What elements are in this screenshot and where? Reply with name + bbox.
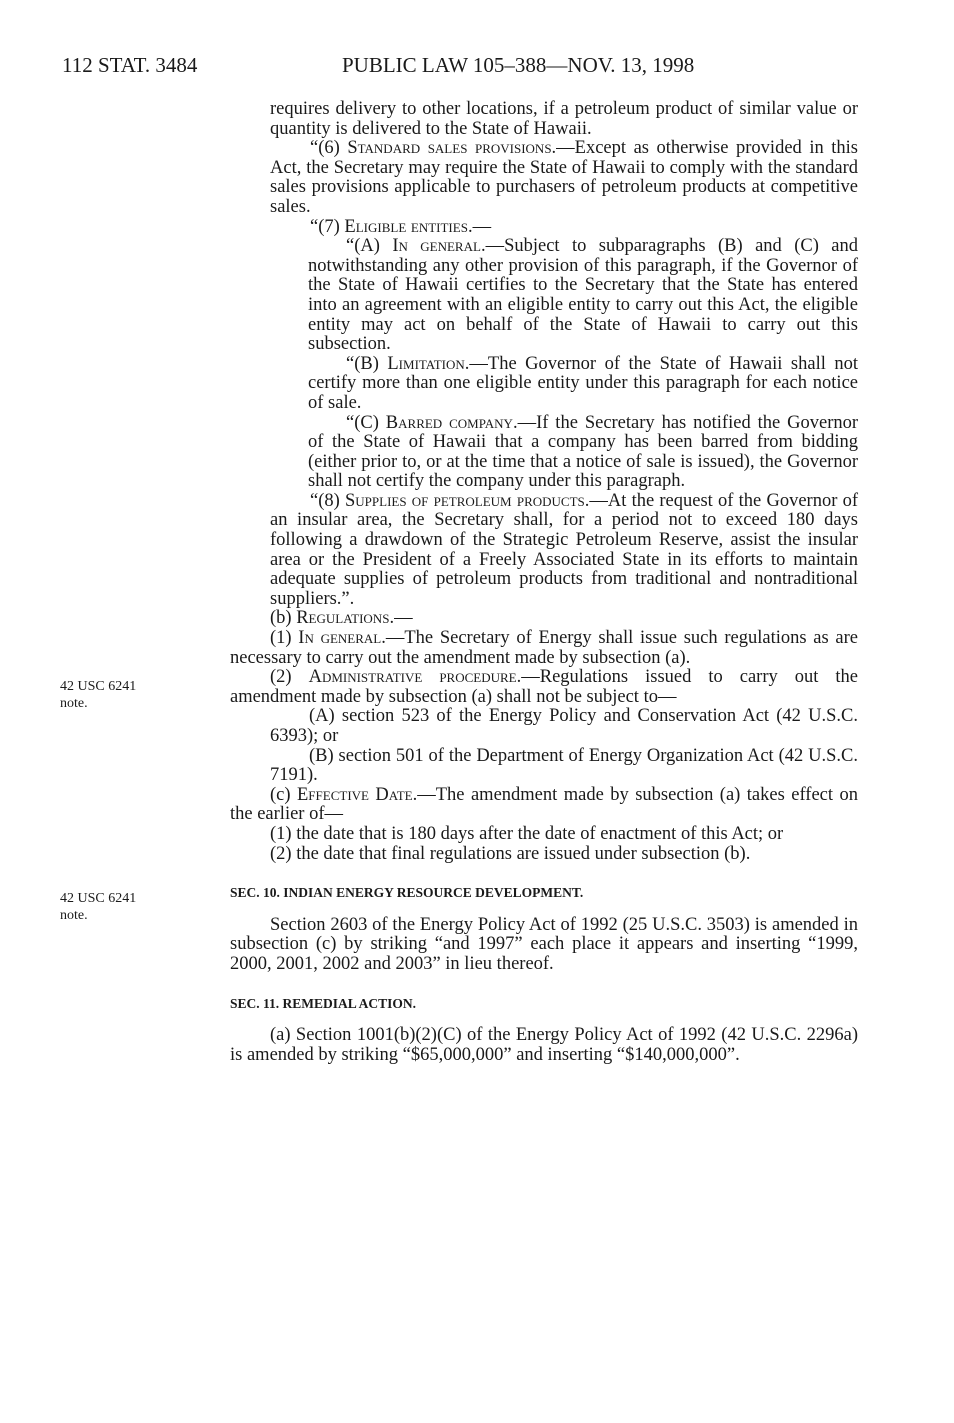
section-11-text: (a) Section 1001(b)(2)(C) of the Energy Policy Act of 1992 (42 U.S.C. 2296a) is amended by striking “$65,000,000” and inserting “$140,000,000”. xyxy=(230,1025,858,1065)
paragraph-heading: Supplies of petroleum products xyxy=(345,490,585,511)
paragraph-c2: (2) the date that final regulations are issued under subsection (b). xyxy=(270,843,751,864)
paragraph-7: “(7) Eligible entities.— xyxy=(310,216,492,237)
body-text xyxy=(0,100,954,1065)
paragraph-heading: Administrative procedure xyxy=(308,667,517,688)
subparagraph-7a: “(A) In general.—Subject to subparagraphs (B) and (C) and notwithstanding any other provision of this paragraph, if the Governor of the State of Hawaii certifies to the Secretary that the State has entered into an agreement with an eligible entity to carry out this Act, the eligible entity may act on behalf of the State of Hawaii to carry out this subsection. xyxy=(308,236,858,355)
paragraph-6: “(6) Standard sales provisions.—Except as otherwise provided in this Act, the Secretary may require the State of Hawaii to comply with the standard sales provisions applicable to purchasers of petroleum products at competitive sales. xyxy=(270,138,858,217)
paragraph-8: “(8) Supplies of petroleum products.—At the request of the Governor of an insular area, the Secretary shall, for a period not to exceed 180 days following a drawdown of the Strategic Petroleum Reserve, assist the insular area or the President of a Freely Associated State in its efforts to maintain adequate supplies of petroleum products from traditional and nontraditional suppliers.”. xyxy=(270,490,858,609)
margin-note-suffix: note. xyxy=(60,696,88,711)
paragraph-continuation: requires delivery to other locations, if a petroleum product of similar value or quantity is delivered to the State of Hawaii. xyxy=(270,99,858,139)
subparagraph-7c: “(C) Barred company.—If the Secretary has notified the Governor of the State of Hawaii that a company has been barred from bidding (either prior to, or at the time that a notice of sale is issued), the Governor shall not certify the company under this paragraph. xyxy=(308,412,859,492)
section-10-text: Section 2603 of the Energy Policy Act of 1992 (25 U.S.C. 3503) is amended in subsection (c) by striking “and 1997” each place it appears and inserting “1999, 2000, 2001, 2002 and 2003” in lieu thereof. xyxy=(230,914,858,974)
subsection-c: (c) Effective Date.—The amendment made by subsection (a) takes effect on the earlier of— xyxy=(230,784,858,825)
paragraph-heading: Standard sales provisions xyxy=(347,138,552,159)
subparagraph-7b: “(B) Limitation.—The Governor of the State of Hawaii shall not certify more than one eligible entity under this paragraph for each notice of sale. xyxy=(308,353,858,413)
section-10-heading: SEC. 10. INDIAN ENERGY RESOURCE DEVELOPMENT. xyxy=(230,885,584,901)
paragraph-heading: Regulations xyxy=(296,608,390,629)
margin-note-citation: 42 USC 6241 xyxy=(60,891,137,906)
page-header xyxy=(62,53,892,83)
paragraph-heading: Eligible entities xyxy=(344,216,468,237)
subparagraph-b2a: (A) section 523 of the Energy Policy and Conservation Act (42 U.S.C. 6393); or xyxy=(270,706,858,746)
paragraph-b2: (2) Administrative procedure.—Regulations issued to carry out the amendment made by subsection (a) shall not be subject to— xyxy=(230,667,858,707)
paragraph-heading: Barred company xyxy=(385,412,513,433)
margin-note-citation: 42 USC 6241 xyxy=(60,679,137,694)
section-11-heading: SEC. 11. REMEDIAL ACTION. xyxy=(230,995,417,1011)
subsection-b: (b) Regulations.— xyxy=(270,608,413,629)
paragraph-heading: Effective Date xyxy=(297,784,413,805)
running-title: PUBLIC LAW 105–388—NOV. 13, 1998 xyxy=(342,53,695,77)
paragraph-b1: (1) In general.—The Secretary of Energy shall issue such regulations as are necessary to carry out the amendment made by subsection (a). xyxy=(230,628,858,668)
margin-note-suffix: note. xyxy=(60,908,88,923)
subparagraph-b2b: (B) section 501 of the Department of Energy Organization Act (42 U.S.C. 7191). xyxy=(270,745,858,786)
paragraph-heading: Limitation xyxy=(387,353,465,374)
paragraph-heading: In general xyxy=(392,236,481,257)
page-number: 112 STAT. 3484 xyxy=(62,53,198,77)
paragraph-heading: In general xyxy=(298,628,382,649)
paragraph-c1: (1) the date that is 180 days after the date of enactment of this Act; or xyxy=(270,823,784,844)
